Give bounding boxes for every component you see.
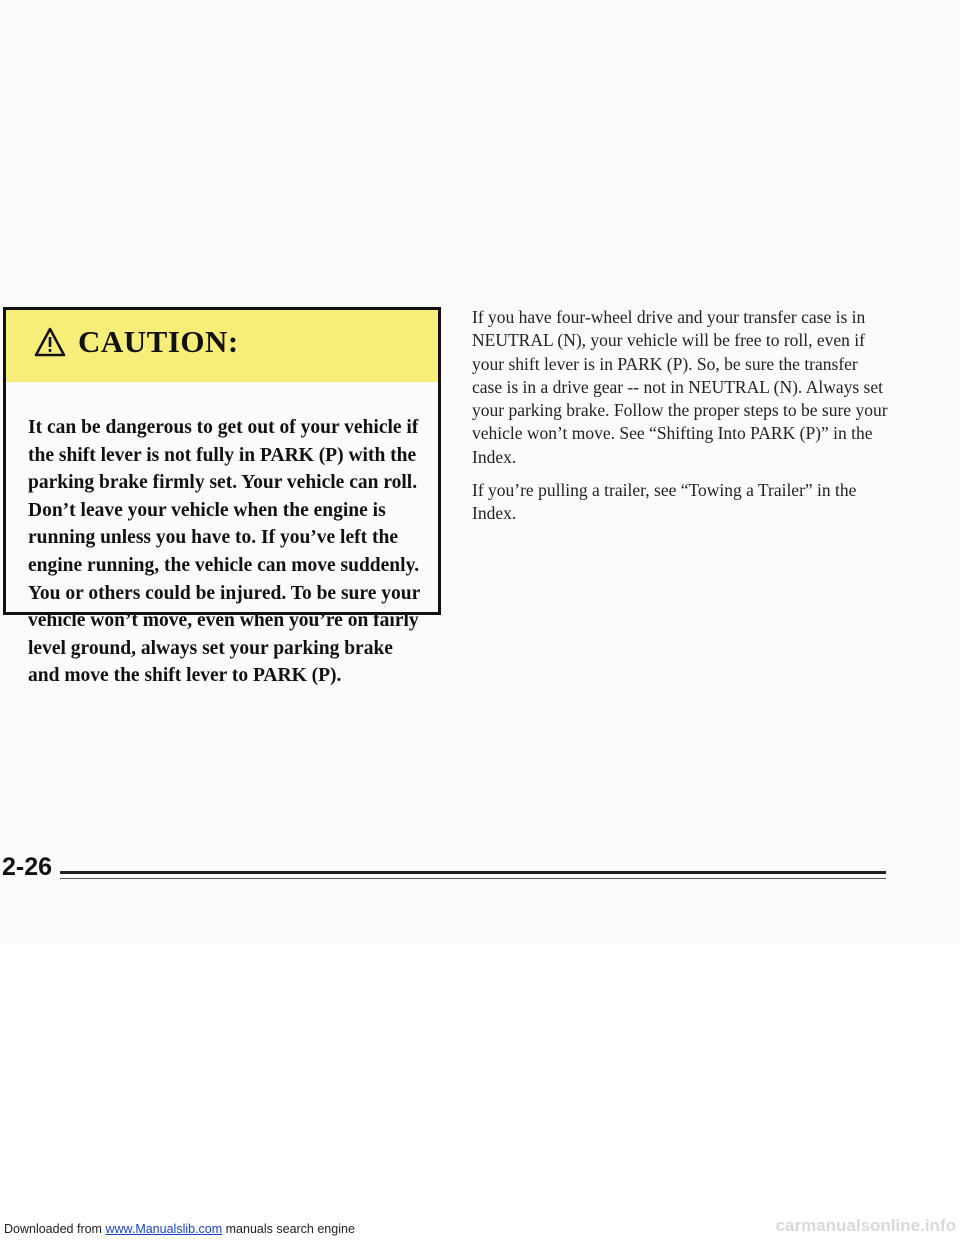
watermark: carmanualsonline.info bbox=[775, 1216, 956, 1235]
page-number: 2-26 bbox=[2, 853, 53, 881]
paragraph-towing: If you’re pulling a trailer, see “Towing a Trailer” in the Index. bbox=[472, 480, 857, 524]
footer-prefix: Downloaded from bbox=[4, 1222, 106, 1236]
warning-triangle-icon bbox=[34, 327, 66, 357]
caution-box bbox=[3, 307, 441, 687]
caution-title-text: CAUTION: bbox=[78, 324, 239, 359]
download-footer bbox=[4, 1222, 355, 1236]
caution-header bbox=[6, 310, 438, 382]
caution-text: It can be dangerous to get out of your vehicle if the shift lever is not fully in PARK (P) with the parking brake firmly set. Your vehicle can roll. Don’t leave your vehicle when the engine is running unless you have to. If you’ve left the engine running, the vehicle can move suddenly. You or others could be injured. To be sure your vehicle won’t move, even when you’re on fairly level ground, always set your parking brake and move the shift lever to PARK (P). bbox=[28, 417, 420, 687]
manualslib-link[interactable]: www.Manualslib.com bbox=[105, 1222, 223, 1236]
footer-suffix: manuals search engine bbox=[222, 1222, 355, 1236]
body-text bbox=[472, 306, 892, 536]
footer-rule-thick bbox=[60, 871, 886, 874]
footer-rule-thin bbox=[60, 878, 886, 879]
caution-title bbox=[34, 324, 239, 360]
paragraph-four-wheel-drive: If you have four-wheel drive and your transfer case is in NEUTRAL (N), your vehicle will be free to roll, even if your shift lever is in PARK (P). So, be sure the transfer case is in a drive gear -- not in NEUTRAL (N). Always set your parking brake. Follow the proper steps to be sure your vehicle won’t move. See “Shifting Into PARK (P)” in the Index. bbox=[472, 307, 888, 467]
